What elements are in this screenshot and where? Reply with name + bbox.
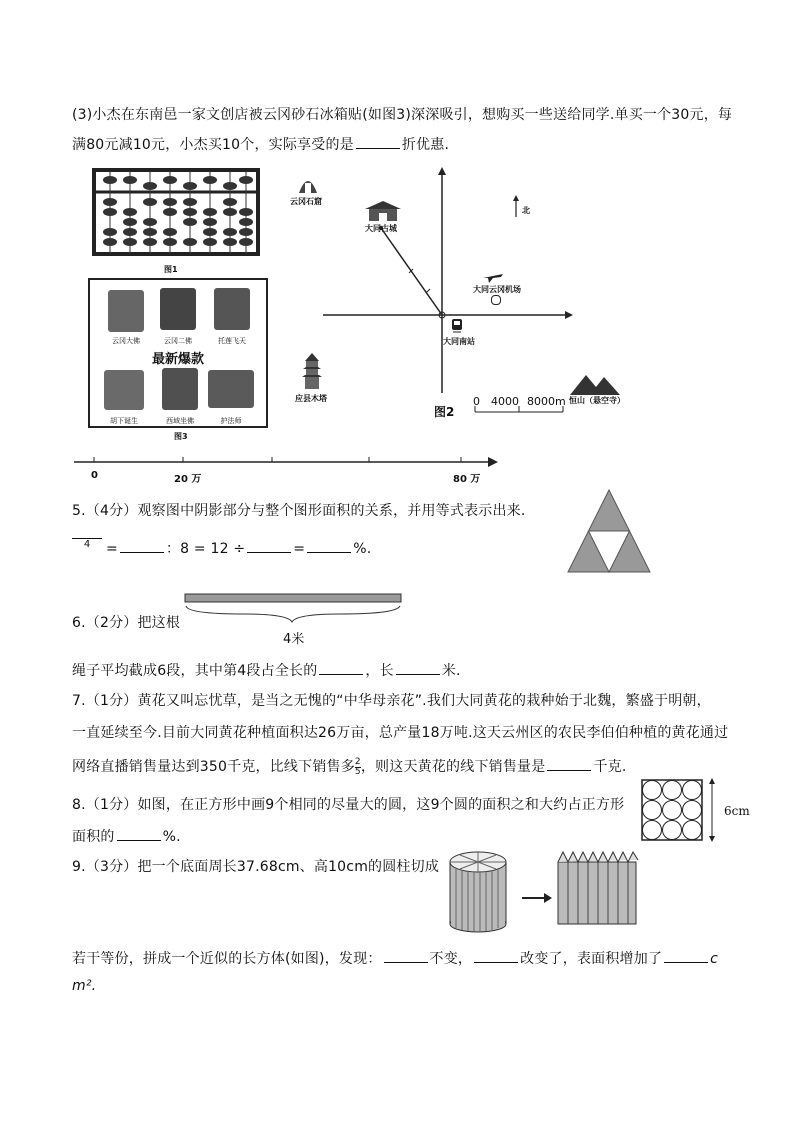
answer-blank[interactable]	[247, 540, 291, 553]
answer-blank[interactable]	[384, 950, 428, 963]
magnet-image	[160, 288, 196, 330]
answer-blank[interactable]	[72, 528, 102, 539]
figure1-caption: 图1	[164, 265, 178, 274]
q8-line1: 8.（1分）如图，在正方形中画9个相同的尽量大的圆，这9个圆的面积之和大约占正方形	[72, 797, 625, 813]
north-label: 北	[522, 206, 530, 215]
answer-blank[interactable]	[319, 662, 363, 675]
q4-line1: (3)小杰在东南邑一家文创店被云冈砂石冰箱贴(如图3)深深吸引，想购买一些送给同学.单买一个30元，每	[72, 107, 733, 123]
grotto-icon	[297, 171, 319, 195]
place-label: 恒山（悬空寺）	[569, 396, 625, 405]
q5-equation: = ：8 = 12 ÷ = %.	[106, 541, 372, 557]
number-line	[72, 452, 498, 472]
magnet-image	[208, 370, 254, 408]
q4-line2: 满80元减10元，小杰买10个，实际享受的是 折优惠.	[72, 137, 450, 153]
place-label: 应县木塔	[295, 394, 327, 403]
airplane-icon	[483, 271, 503, 283]
magnet-image	[214, 288, 250, 330]
answer-blank[interactable]	[396, 662, 440, 675]
answer-blank[interactable]	[307, 540, 351, 553]
scale-4000: 4000	[491, 395, 519, 408]
side-length-label: 6cm	[724, 804, 750, 818]
numberline-label: 0	[91, 470, 98, 481]
answer-blank[interactable]	[120, 540, 164, 553]
figure2-caption: 图2	[434, 405, 455, 419]
figure3-caption: 图3	[174, 432, 188, 441]
answer-blank[interactable]	[474, 950, 518, 963]
q9-line3: m².	[72, 978, 97, 994]
numberline-label: 80 万	[453, 474, 481, 485]
q6-text: 6.（2分）把这根	[72, 615, 181, 631]
magnet-label: 胡下诞生	[110, 417, 138, 425]
location-dot	[491, 295, 501, 305]
q5-text: 5.（4分）观察图中阴影部分与整个图形面积的关系，并用等式表示出来.	[72, 503, 526, 519]
q9-line1: 9.（3分）把一个底面周长37.68cm、高10cm的圆柱切成	[72, 859, 440, 875]
magnet-label: 西域坐佛	[166, 417, 194, 425]
numberline-label: 20 万	[174, 474, 202, 485]
abacus-icon	[92, 168, 260, 258]
scale-8000m: 8000m	[527, 395, 566, 408]
place-label: 大同南站	[443, 337, 475, 346]
q9-line2: 若干等份，拼成一个近似的长方体(如图)，发现： 不变， 改变了，表面积增加了 c	[72, 951, 719, 967]
answer-blank[interactable]	[117, 828, 161, 841]
q6-line2: 绳子平均截成6段，其中第4段占全长的 ，长 米.	[72, 663, 461, 679]
magnet-label: 护法师	[220, 417, 242, 425]
train-icon	[451, 319, 463, 333]
pagoda-icon	[301, 353, 323, 391]
magnet-label: 云冈大佛	[112, 337, 140, 345]
magnet-image	[108, 290, 144, 332]
answer-blank[interactable]	[664, 950, 708, 963]
banner-text: 最新爆款	[152, 352, 205, 367]
triangle-figure	[566, 488, 652, 574]
scale-0: 0	[473, 395, 480, 408]
magnet-image	[104, 370, 144, 410]
place-label: 大同云冈机场	[473, 285, 521, 294]
q7-line1: 7.（1分）黄花又叫忘忧草，是当之无愧的“中华母亲花”.我们大同黄花的栽种始于北魏，繁盛于明朝，	[72, 693, 711, 709]
answer-blank[interactable]	[547, 758, 591, 771]
q7-line2: 一直延续至今.目前大同黄花种植面积达26万亩，总产量18万吨.这天云州区的农民李伯伯种植的黄花通过	[72, 725, 729, 741]
answer-blank[interactable]	[356, 136, 400, 149]
q8-line2: 面积的 %.	[72, 829, 181, 845]
place-label: 云冈石窟	[290, 197, 322, 206]
magnet-image	[162, 368, 198, 410]
rope-figure	[184, 592, 404, 626]
abacus-figure	[92, 168, 260, 258]
souvenir-board	[88, 278, 268, 428]
city-gate-icon	[363, 201, 403, 223]
cylinder-figure	[446, 848, 642, 934]
map-figure	[285, 165, 630, 420]
rope-length-label: 4米	[283, 632, 305, 647]
q5-fraction: 4	[72, 528, 102, 550]
magnet-label: 托莲飞天	[218, 337, 246, 345]
circles-square-figure	[640, 778, 718, 844]
magnet-label: 云冈二佛	[164, 337, 192, 345]
q7-line3: 网络直播销售量达到350千克，比线下销售多 $\frac{2}{5}$ ，则这天黄花的线下销售量是 千克.	[72, 756, 627, 777]
place-label: 大同古城	[365, 224, 397, 233]
fraction: $\frac{2}{5}$	[354, 756, 361, 777]
mountain-icon	[570, 373, 620, 395]
